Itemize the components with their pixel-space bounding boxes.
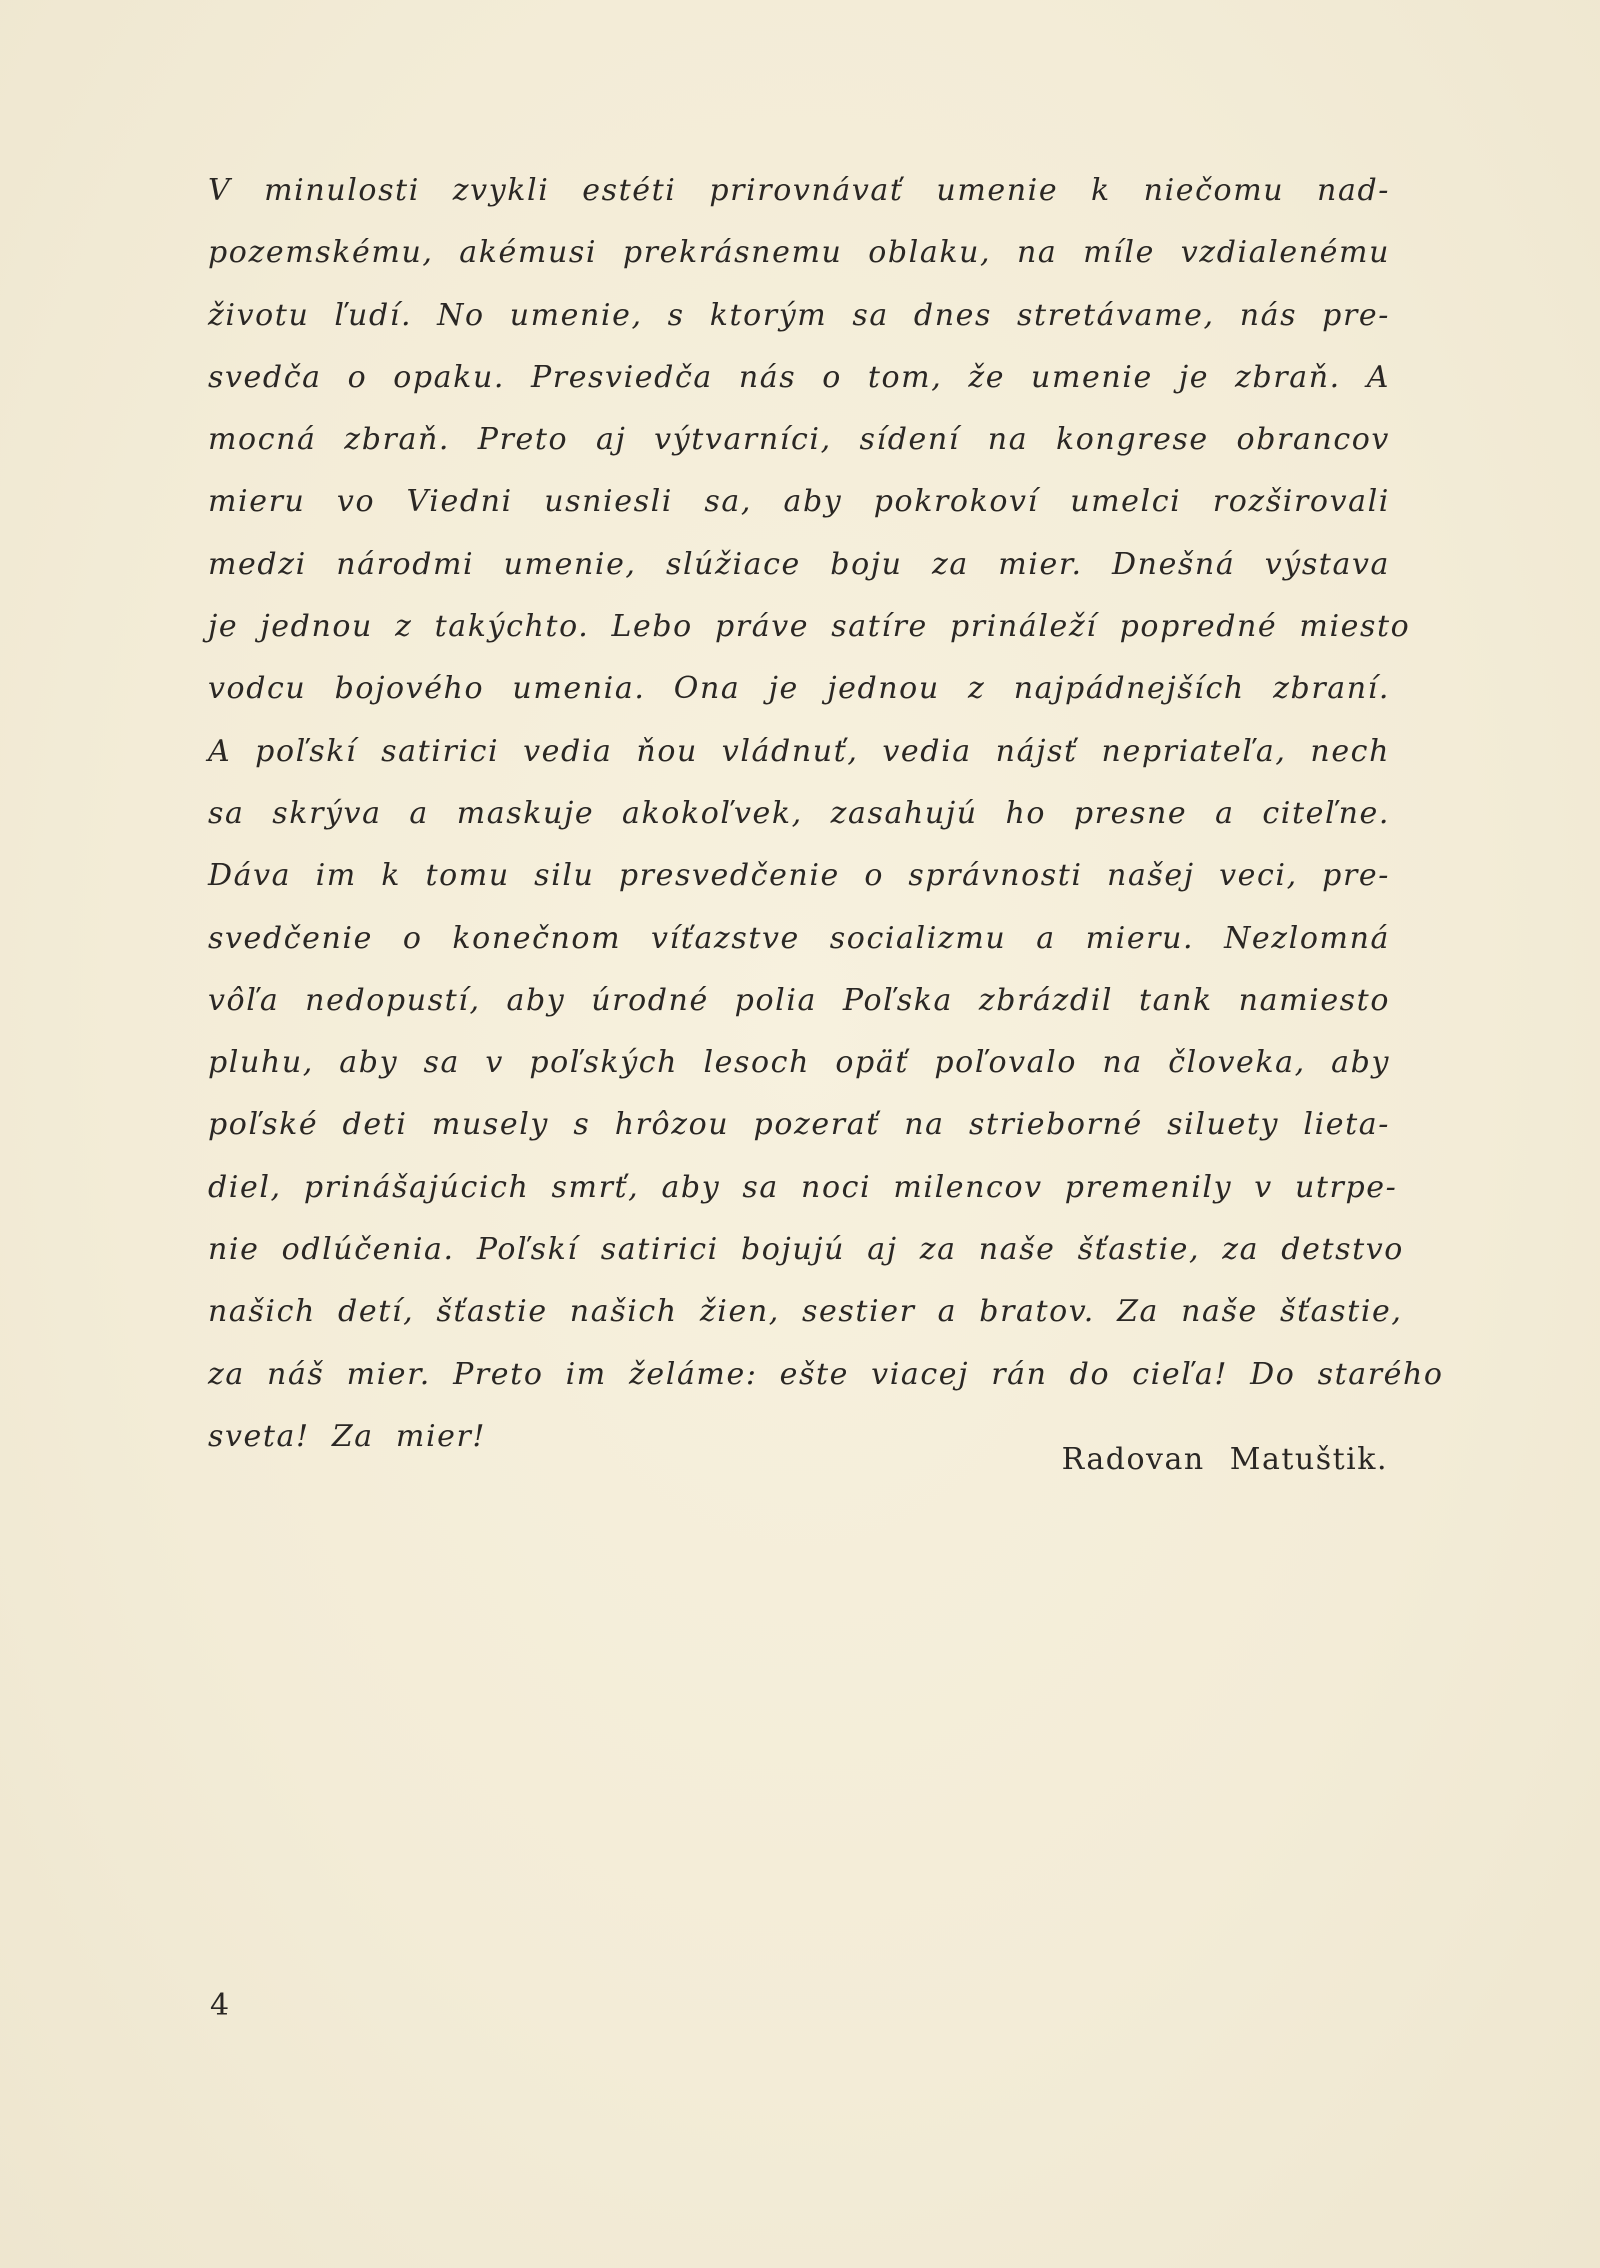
text-line: našich detí, šťastie našich žien, sestier a bratov. Za naše šťastie,: [208, 1294, 1403, 1330]
author-signature: Radovan Matuštik.: [1061, 1442, 1388, 1477]
article-body: [208, 160, 1444, 1468]
text-line: pozemskému, akémusi prekrásnemu oblaku, na míle vzdialenému: [208, 235, 1390, 271]
text-line: sa skrýva a maskuje akokoľvek, zasahujú ho presne a citeľne.: [208, 795, 1390, 831]
text-line: Dáva im k tomu silu presvedčenie o správnosti našej veci, pre-: [208, 858, 1390, 894]
text-line: poľské deti musely s hrôzou pozerať na strieborné siluety lieta-: [208, 1107, 1390, 1143]
text-line: nie odlúčenia. Poľskí satirici bojujú aj za naše šťastie, za detstvo: [208, 1232, 1404, 1268]
text-line: je jednou z takýchto. Lebo práve satíre prináleží popredné miesto: [208, 609, 1411, 645]
text-line: pluhu, aby sa v poľských lesoch opäť poľovalo na človeka, aby: [208, 1045, 1390, 1081]
text-line: mocná zbraň. Preto aj výtvarníci, sídení na kongrese obrancov: [208, 422, 1390, 458]
text-line: sveta! Za mier!: [208, 1418, 487, 1454]
text-line: svedčenie o konečnom víťazstve socializmu a mieru. Nezlomná: [208, 920, 1390, 956]
page-number: 4: [210, 1988, 230, 2023]
text-line: za náš mier. Preto im želáme: ešte viacej rán do cieľa! Do starého: [208, 1356, 1444, 1392]
text-line: svedča o opaku. Presviedča nás o tom, že umenie je zbraň. A: [208, 359, 1390, 395]
text-line: vôľa nedopustí, aby úrodné polia Poľska zbrázdil tank namiesto: [208, 982, 1390, 1018]
text-line: životu ľudí. No umenie, s ktorým sa dnes stretávame, nás pre-: [208, 297, 1390, 333]
text-line: mieru vo Viedni usniesli sa, aby pokrokoví umelci rozširovali: [208, 484, 1390, 520]
text-line: A poľskí satirici vedia ňou vládnuť, vedia nájsť nepriateľa, nech: [208, 733, 1390, 769]
text-line: V minulosti zvykli estéti prirovnávať umenie k niečomu nad-: [208, 173, 1390, 208]
text-line: vodcu bojového umenia. Ona je jednou z najpádnejších zbraní.: [208, 671, 1390, 707]
text-line: diel, prinášajúcich smrť, aby sa noci milencov premenily v utrpe-: [208, 1169, 1398, 1205]
text-line: medzi národmi umenie, slúžiace boju za mier. Dnešná výstava: [208, 546, 1390, 582]
